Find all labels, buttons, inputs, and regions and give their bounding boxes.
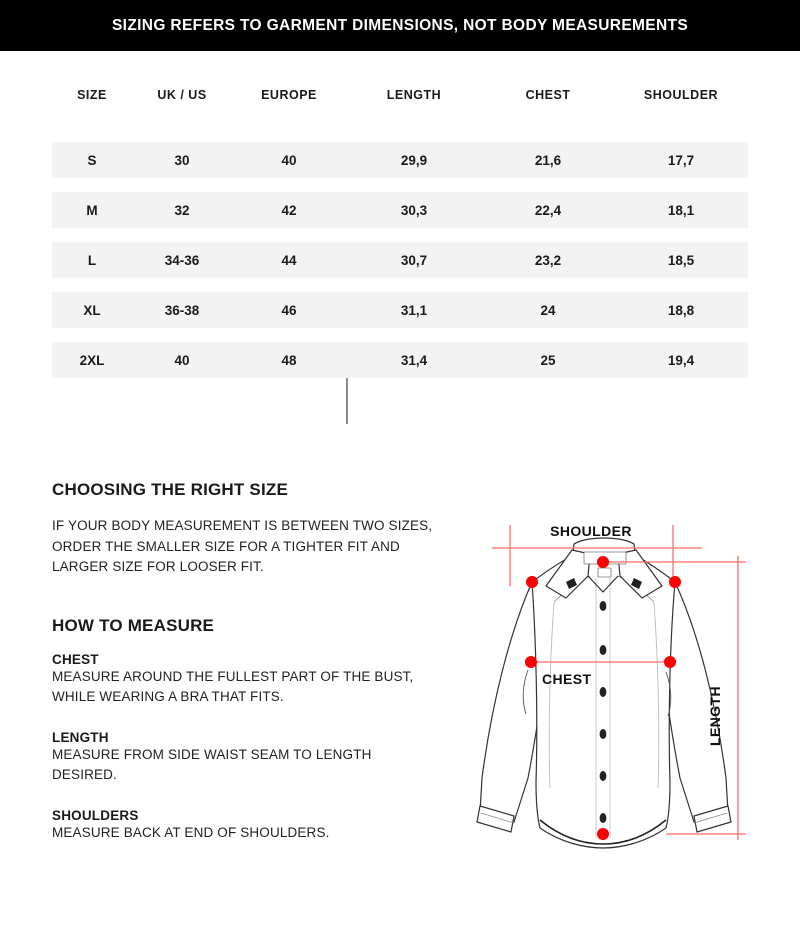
table-row xyxy=(52,292,748,328)
instructions-column xyxy=(52,480,472,843)
measure-subheading-shoulders: SHOULDERS xyxy=(52,807,139,823)
cell-europe: 46 xyxy=(232,292,346,328)
table-spacer xyxy=(52,228,748,242)
size-table-container xyxy=(52,88,748,378)
cell-europe: 42 xyxy=(232,192,346,228)
shoulder-measurement-label: SHOULDER xyxy=(550,523,632,539)
cell-shoulder: 19,4 xyxy=(614,342,748,378)
table-spacer-cell xyxy=(52,178,748,192)
column-header-length: LENGTH xyxy=(386,88,442,102)
table-spacer-cell xyxy=(52,128,748,142)
column-header-chest: CHEST xyxy=(525,88,571,102)
cell-uk-us: 30 xyxy=(132,142,232,178)
choosing-size-line: IF YOUR BODY MEASUREMENT IS BETWEEN TWO SIZES, xyxy=(52,518,433,533)
measure-subheading-length: LENGTH xyxy=(52,729,109,745)
cell-size: XL xyxy=(52,292,132,328)
choosing-size-line: ORDER THE SMALLER SIZE FOR A TIGHTER FIT AND xyxy=(52,538,400,554)
measure-shoulders-line: MEASURE BACK AT END OF SHOULDERS. xyxy=(52,824,330,840)
measure-section-chest xyxy=(52,652,472,708)
cell-europe: 44 xyxy=(232,242,346,278)
cell-chest: 21,6 xyxy=(482,142,614,178)
cell-uk-us: 36-38 xyxy=(132,292,232,328)
column-header-europe: EUROPE xyxy=(261,88,317,102)
shirt-diagram-svg xyxy=(470,520,800,880)
cell-shoulder: 18,1 xyxy=(614,192,748,228)
table-spacer-cell xyxy=(52,228,748,242)
section-gap xyxy=(52,708,472,730)
banner-text: SIZING REFERS TO GARMENT DIMENSIONS, NOT BODY MEASUREMENTS xyxy=(111,16,689,34)
cell-shoulder: 18,8 xyxy=(614,292,748,328)
cell-chest: 24 xyxy=(482,292,614,328)
cell-size: 2XL xyxy=(52,342,132,378)
table-spacer xyxy=(52,278,748,292)
column-header-uk-us: UK / US xyxy=(157,88,207,102)
table-spacer xyxy=(52,178,748,192)
measure-section-length xyxy=(52,730,472,786)
cell-europe: 48 xyxy=(232,342,346,378)
cell-chest: 25 xyxy=(482,342,614,378)
table-spacer-cell xyxy=(52,278,748,292)
cell-uk-us: 34-36 xyxy=(132,242,232,278)
table-spacer-cell xyxy=(52,328,748,342)
cell-europe: 40 xyxy=(232,142,346,178)
measure-length-line: DESIRED. xyxy=(52,767,117,782)
marker-chest-left xyxy=(525,656,537,668)
table-spacer xyxy=(52,128,748,142)
marker-shoulder-right xyxy=(669,576,681,588)
choosing-size-line: LARGER SIZE FOR LOOSER FIT. xyxy=(52,559,264,574)
section-gap xyxy=(52,786,472,808)
table-header-row xyxy=(52,88,748,128)
cell-chest: 23,2 xyxy=(482,242,614,278)
cell-length: 31,4 xyxy=(346,342,482,378)
column-header-shoulder: SHOULDER xyxy=(643,88,719,102)
cell-length: 30,3 xyxy=(346,192,482,228)
choosing-size-body xyxy=(52,516,472,578)
marker-shoulder-left xyxy=(526,576,538,588)
marker-chest-right xyxy=(664,656,676,668)
marker-hem-bottom xyxy=(597,828,609,840)
measure-subheading-chest: CHEST xyxy=(52,651,99,667)
table-spacer xyxy=(52,328,748,342)
column-header-size: SIZE xyxy=(77,88,107,102)
measure-chest-line: MEASURE AROUND THE FULLEST PART OF THE BUST, xyxy=(52,668,414,684)
length-measurement-label: LENGTH xyxy=(707,686,723,746)
cell-chest: 22,4 xyxy=(482,192,614,228)
table-row xyxy=(52,142,748,178)
cell-length: 31,1 xyxy=(346,292,482,328)
section-gap xyxy=(52,578,472,616)
cell-length: 29,9 xyxy=(346,142,482,178)
cell-size: S xyxy=(52,142,132,178)
measure-chest-line: WHILE WEARING A BRA THAT FITS. xyxy=(52,689,284,704)
cell-length: 30,7 xyxy=(346,242,482,278)
marker-collar-center xyxy=(597,556,609,568)
choosing-size-heading: CHOOSING THE RIGHT SIZE xyxy=(52,480,289,499)
cell-size: M xyxy=(52,192,132,228)
cell-uk-us: 40 xyxy=(132,342,232,378)
table-row xyxy=(52,242,748,278)
header-banner xyxy=(0,0,800,51)
shirt-measurement-diagram xyxy=(470,520,800,880)
table-row xyxy=(52,342,748,378)
cell-uk-us: 32 xyxy=(132,192,232,228)
cell-shoulder: 17,7 xyxy=(614,142,748,178)
chest-measurement-label: CHEST xyxy=(542,671,592,687)
how-to-measure-heading: HOW TO MEASURE xyxy=(52,615,215,635)
measure-section-shoulders xyxy=(52,808,472,844)
size-table xyxy=(52,88,748,378)
table-row xyxy=(52,192,748,228)
cell-shoulder: 18,5 xyxy=(614,242,748,278)
measure-length-line: MEASURE FROM SIDE WAIST SEAM TO LENGTH xyxy=(52,746,372,762)
cell-size: L xyxy=(52,242,132,278)
